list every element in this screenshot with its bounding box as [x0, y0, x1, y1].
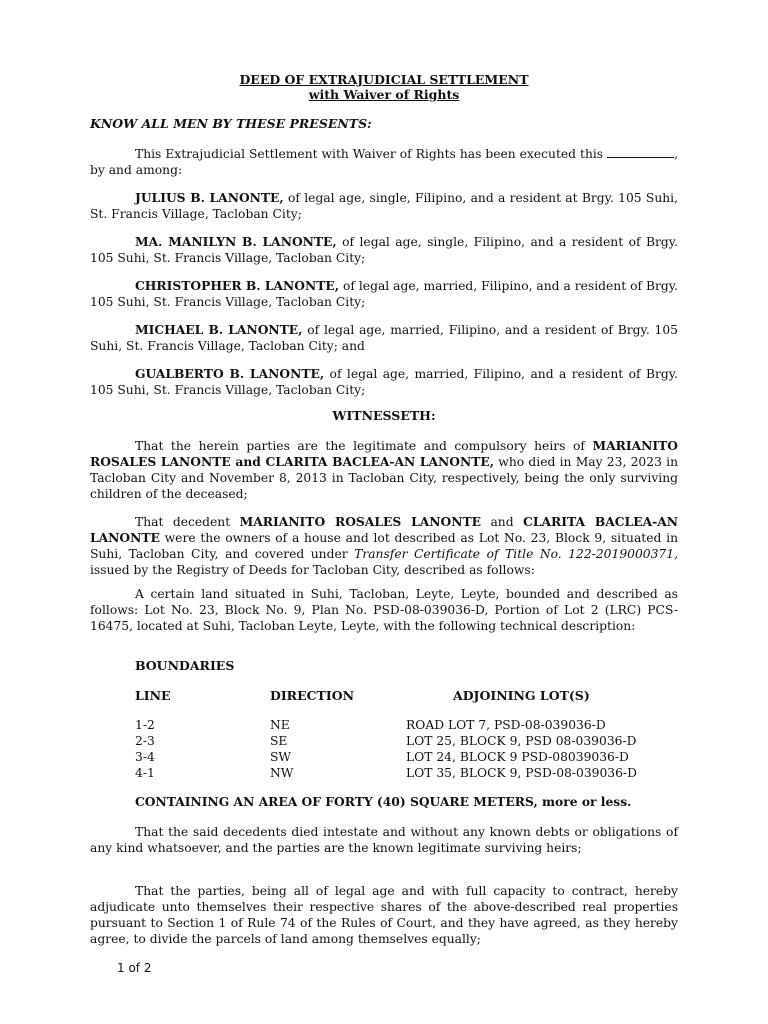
cell-direction: NE: [270, 718, 290, 732]
land-description-paragraph: A certain land situated in Suhi, Tacloban, Leyte, Leyte, bounded and described as follows: Lot No. 23, Block No. 9, Plan No. PSD-08-039036-D, Portion of Lot 2 (LRC) PCS-16475, located at Suhi, Tacloban Leyte, Leyte, with the following technical description:: [90, 587, 678, 633]
party-name: GUALBERTO B. LANONTE,: [135, 366, 325, 381]
ownership-text-e: were the owners of a house and lot described as Lot No. 23, Block 9, situated in Suhi, Tacloban City, and covered under: [90, 531, 678, 561]
heirs-text-a: That the herein parties are the legitimate and compulsory heirs of: [135, 439, 593, 453]
cell-adjoining: LOT 24, BLOCK 9 PSD-08039036-D: [406, 750, 629, 764]
decedent-names: MARIANITO ROSALES LANONTE and CLARITA BACLEA-AN LANONTE,: [90, 438, 678, 469]
cell-line: 2-3: [135, 734, 155, 748]
heirs-text-c: who died in May 23, 2023 in Tacloban City and November 8, 2013 in Tacloban City, respectively, being the only surviving children of the deceased;: [90, 455, 678, 501]
party-name: CHRISTOPHER B. LANONTE,: [135, 278, 340, 293]
ownership-paragraph: [90, 514, 678, 578]
heirs-paragraph: [90, 438, 678, 502]
party-paragraph: [90, 278, 678, 310]
area-statement: CONTAINING AN AREA OF FORTY (40) SQUARE METERS, more or less.: [135, 794, 632, 809]
cell-line: 3-4: [135, 750, 155, 764]
intro-paragraph: [90, 146, 678, 178]
witnesseth-heading: WITNESSETH:: [332, 408, 436, 423]
document-subtitle: with Waiver of Rights: [308, 87, 460, 102]
page-number: 1 of 2: [117, 961, 152, 975]
intro-text-a: This Extrajudicial Settlement with Waiver of Rights has been executed this: [135, 147, 604, 161]
party-text: of legal age, single, Filipino, and a resident at Brgy. 105 Suhi, St. Francis Village, Tacloban City;: [90, 191, 679, 221]
column-header-adjoining: ADJOINING LOT(S): [453, 688, 590, 703]
party-text: of legal age, single, Filipino, and a resident of Brgy. 105 Suhi, St. Francis Village, Tacloban City;: [90, 235, 678, 265]
ownership-text-a: That decedent: [135, 515, 240, 529]
boundaries-heading: BOUNDARIES: [135, 658, 235, 673]
title-number: Transfer Certificate of Title No. 122-2019000371,: [354, 547, 678, 561]
cell-adjoining: LOT 35, BLOCK 9, PSD-08-039036-D: [406, 766, 637, 780]
cell-adjoining: ROAD LOT 7, PSD-08-039036-D: [406, 718, 606, 732]
party-paragraph: [90, 190, 678, 222]
intestate-paragraph: That the said decedents died intestate and without any known debts or obligations of any kind whatsoever, and the parties are the known legitimate surviving heirs;: [90, 825, 678, 855]
party-name: MICHAEL B. LANONTE,: [135, 322, 303, 337]
party-text: of legal age, married, Filipino, and a resident of Brgy. 105 Suhi, St. Francis Village, Tacloban City; and: [90, 323, 678, 353]
party-text: of legal age, married, Filipino, and a resident of Brgy. 105 Suhi, St. Francis Village, Tacloban City;: [90, 367, 678, 397]
party-name: MA. MANILYN B. LANONTE,: [135, 234, 337, 249]
column-header-line: LINE: [135, 688, 171, 703]
party-text: of legal age, married, Filipino, and a resident of Brgy. 105 Suhi, St. Francis Village, Tacloban City;: [90, 279, 678, 309]
cell-direction: SE: [270, 734, 288, 748]
party-paragraph: [90, 366, 678, 398]
ownership-text-c: and: [480, 515, 524, 529]
opening-line: KNOW ALL MEN BY THESE PRESENTS:: [90, 116, 372, 131]
cell-adjoining: LOT 25, BLOCK 9, PSD 08-039036-D: [406, 734, 637, 748]
cell-direction: SW: [270, 750, 292, 764]
intro-text-b: , by and among:: [90, 147, 678, 177]
date-blank: [607, 147, 674, 158]
decedent-name-1: MARIANITO ROSALES LANONTE: [239, 514, 481, 529]
cell-line: 1-2: [135, 718, 155, 732]
document-title: DEED OF EXTRAJUDICIAL SETTLEMENT: [239, 72, 529, 87]
party-name: JULIUS B. LANONTE,: [135, 190, 284, 205]
decedent-name-2: CLARITA BACLEA-AN LANONTE: [90, 514, 678, 545]
ownership-text-g: issued by the Registry of Deeds for Tacloban City, described as follows:: [90, 563, 535, 577]
party-paragraph: [90, 322, 678, 354]
cell-direction: NW: [270, 766, 294, 780]
party-paragraph: [90, 234, 678, 266]
column-header-direction: DIRECTION: [270, 688, 355, 703]
cell-line: 4-1: [135, 766, 155, 780]
adjudication-paragraph: That the parties, being all of legal age and with full capacity to contract, hereby adjudicate unto themselves their respective shares of the above-described real properties pursuant to Section 1 of Rule 74 of the Rules of Court, and they have agreed, as they hereby agree, to divide the parcels of land among themselves equally;: [90, 884, 678, 946]
